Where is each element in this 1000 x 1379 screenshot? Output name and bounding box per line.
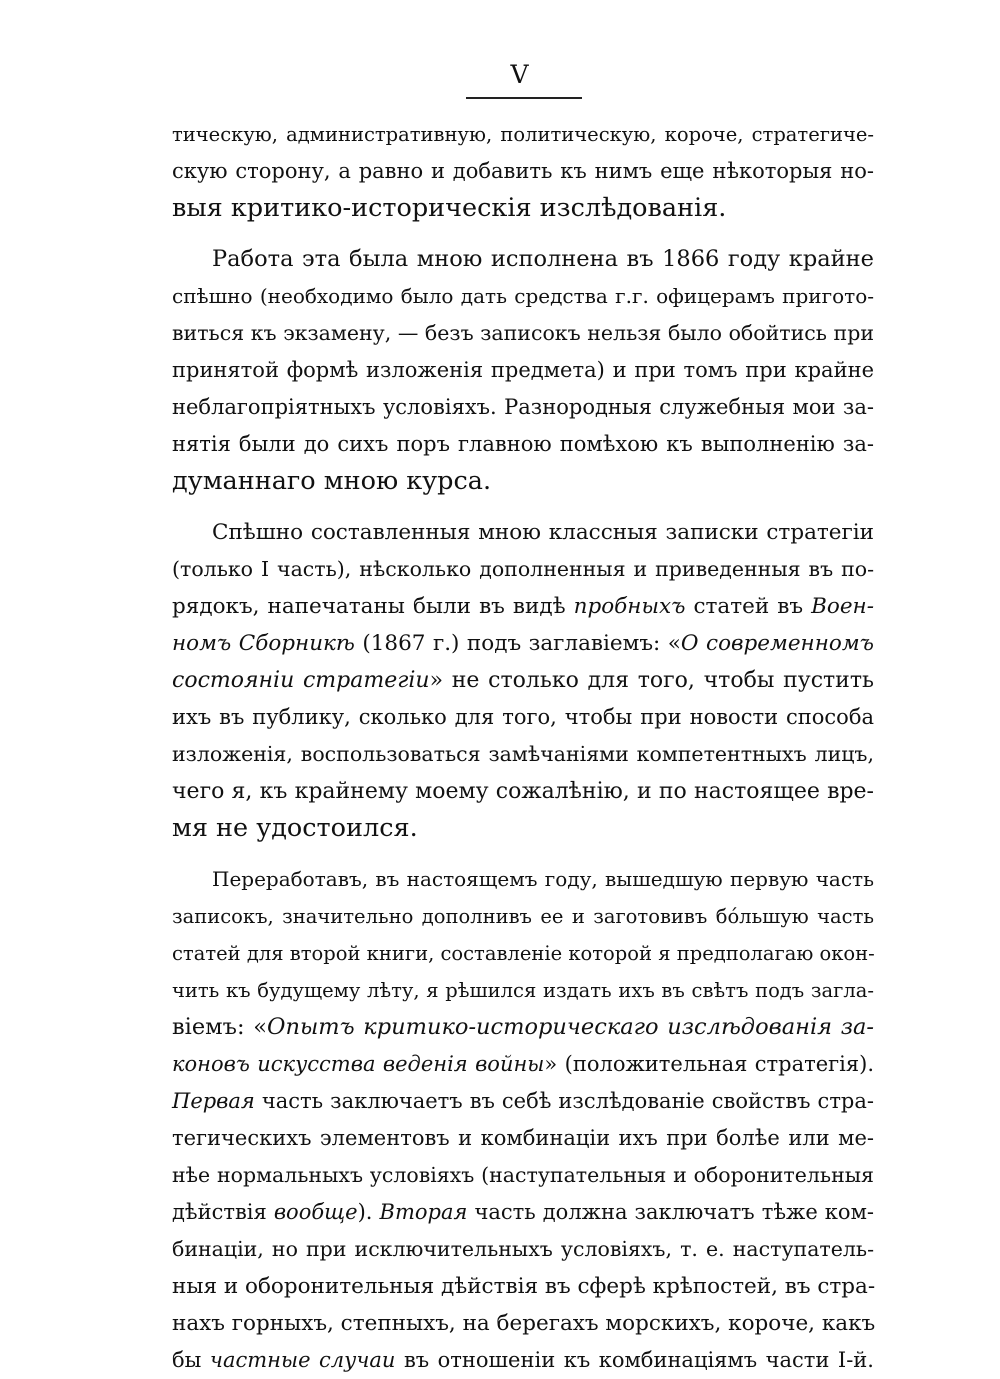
italic-text: номъ Сборникѣ xyxy=(172,631,355,656)
text-segment: нятія были до сихъ поръ главною помѣхою къ выполненію за- xyxy=(172,432,874,456)
text-segment: Работа эта была мною исполнена въ 1866 году крайне xyxy=(212,246,874,272)
text-segment: бы xyxy=(172,1348,210,1372)
text-segment: выя критико-историческія изслѣдованія. xyxy=(172,193,727,223)
text-segment: скую сторону, а равно и добавить къ нимъ еще нѣкоторыя но- xyxy=(172,159,874,183)
text-segment: рядокъ, напечатаны были въ видѣ xyxy=(172,594,574,619)
text-segment: спѣшно (необходимо было дать средства г.г. офицерамъ пригото- xyxy=(172,284,874,308)
paragraph-gap xyxy=(172,847,874,861)
text-segment: ныя и оборонительныя дѣйствія въ сферѣ крѣпостей, въ стра- xyxy=(172,1274,876,1299)
italic-text: частные случаи xyxy=(209,1348,396,1372)
italic-text: коновъ искусства веденія войны xyxy=(172,1052,545,1076)
text-line xyxy=(172,1009,874,1046)
text-segment: тическую, административную, политическую, короче, стратегиче- xyxy=(172,123,874,146)
text-line xyxy=(172,662,874,699)
text-line xyxy=(172,278,874,315)
header-rule xyxy=(466,97,582,99)
text-line xyxy=(172,935,874,972)
text-segment: принятой формѣ изложенія предмета) и при томъ при крайне xyxy=(172,358,874,382)
text-segment: неблагопріятныхъ условіяхъ. Разнородныя служебныя мои за- xyxy=(172,395,874,419)
page-number: V xyxy=(510,60,530,89)
text-line xyxy=(172,625,874,662)
text-line xyxy=(172,1305,874,1342)
italic-text: состояніи стратегіи xyxy=(172,668,430,693)
text-segment: Спѣшно составленныя мною классныя записки стратегіи xyxy=(212,520,874,545)
text-line xyxy=(172,1268,874,1305)
italic-text: Первая xyxy=(172,1089,255,1113)
text-segment: (только I часть), нѣсколько дополненныя и приведенныя въ по- xyxy=(172,557,874,581)
text-segment: статей въ xyxy=(685,594,812,619)
body-text xyxy=(172,116,874,1379)
text-line xyxy=(172,1120,874,1157)
text-segment: (1867 г.) подъ заглавіемъ: « xyxy=(354,631,681,656)
text-segment: часть должна заключатъ тѣже ком- xyxy=(467,1200,875,1224)
text-line xyxy=(172,315,874,352)
text-segment: бинаціи, но при исключительныхъ условіяхъ, т. е. наступатель- xyxy=(172,1237,874,1261)
text-line xyxy=(172,810,874,847)
text-segment: изложенія, воспользоваться замѣчаніями компетентныхъ лицъ, xyxy=(172,742,874,766)
text-segment: нахъ горныхъ, степныхъ, на берегахъ морскихъ, короче, какъ xyxy=(172,1311,876,1336)
text-segment: виться къ экзамену, — безъ записокъ нельзя было обойтись при xyxy=(172,321,874,345)
italic-text: О современномъ xyxy=(680,631,874,656)
text-segment: віемъ: « xyxy=(172,1014,268,1040)
text-segment: записокъ, значительно дополнивъ ее и заготовивъ бóльшую часть xyxy=(172,905,874,928)
text-segment: въ отношеніи къ комбинаціямъ части I-й. xyxy=(395,1348,874,1372)
paragraph-gap xyxy=(172,227,874,241)
text-line xyxy=(172,773,874,810)
text-segment: чего я, къ крайнему моему сожалѣнію, и по настоящее вре- xyxy=(172,779,874,804)
text-line xyxy=(172,241,874,278)
text-line xyxy=(172,116,874,153)
text-line xyxy=(172,1342,874,1379)
text-line xyxy=(172,389,874,426)
text-segment: ). xyxy=(357,1200,380,1224)
text-line xyxy=(172,1194,874,1231)
text-segment: тегическихъ элементовъ и комбинаціи ихъ при болѣе или ме- xyxy=(172,1126,874,1150)
text-line xyxy=(172,1046,874,1083)
text-line xyxy=(172,588,874,625)
text-segment: статей для второй книги, составленіе которой я предполагаю окон- xyxy=(172,942,875,965)
text-line xyxy=(172,426,874,463)
text-line xyxy=(172,352,874,389)
text-segment: мя не удостоился. xyxy=(172,813,418,843)
italic-text: Опытъ критико-историческаго изслѣдованія за- xyxy=(267,1014,875,1040)
text-segment: » (положительная стратегія). xyxy=(544,1052,874,1076)
text-segment: дѣйствія xyxy=(172,1200,274,1224)
text-line xyxy=(172,898,874,935)
text-segment: нѣе нормальныхъ условіяхъ (наступательныя и оборонительныя xyxy=(172,1163,874,1187)
text-line xyxy=(172,861,874,898)
text-segment: » не столько для того, чтобы пустить xyxy=(429,668,874,693)
text-segment: чить къ будущему лѣту, я рѣшился издать ихъ въ свѣтъ подъ загла- xyxy=(172,979,874,1002)
italic-text: Воен- xyxy=(811,594,874,619)
text-line xyxy=(172,1083,874,1120)
italic-text: пробныхъ xyxy=(573,594,686,619)
text-line xyxy=(172,514,874,551)
text-line xyxy=(172,551,874,588)
italic-text: вообще xyxy=(273,1200,358,1224)
text-segment: думаннаго мною курса. xyxy=(172,466,492,496)
text-line xyxy=(172,736,874,773)
text-line xyxy=(172,699,874,736)
text-line xyxy=(172,463,874,500)
text-segment: Переработавъ, въ настоящемъ году, вышедшую первую часть xyxy=(212,867,874,891)
text-line xyxy=(172,972,874,1009)
text-line xyxy=(172,1231,874,1268)
text-segment: часть заключаетъ въ себѣ изслѣдованіе свойствъ стра- xyxy=(254,1089,874,1113)
text-segment: ихъ въ публику, сколько для того, чтобы при новости способа xyxy=(172,705,874,729)
paragraph-gap xyxy=(172,500,874,514)
text-line xyxy=(172,1157,874,1194)
text-line xyxy=(172,153,874,190)
text-line xyxy=(172,190,874,227)
italic-text: Вторая xyxy=(379,1200,468,1224)
